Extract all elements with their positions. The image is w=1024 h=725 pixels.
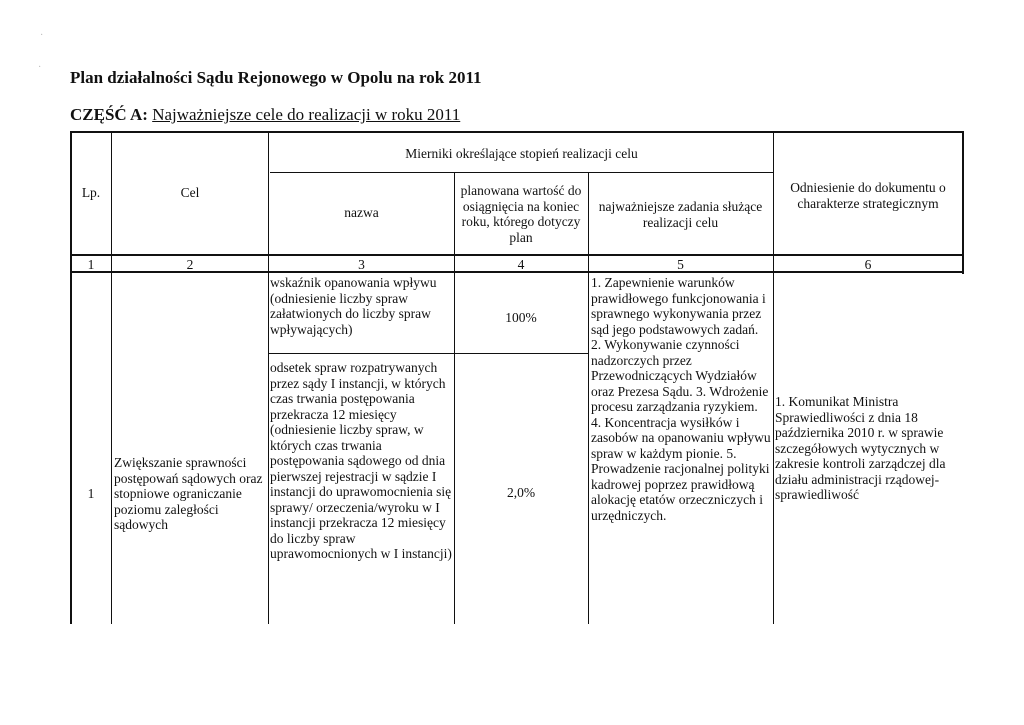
key-tasks-text: 1. Zapewnienie warunków prawidłowego funkcjonowania i sprawnego wykonywania przez sąd jego podstawowych zadań. 2. Wykonywanie czynności nadzorczych przez Przewodniczących Wydziałów oraz Prezesa Sądu. 3. Wdrożenie procesu zarządzania ryzykiem. 4. Koncentracja wysiłków i zasobów na opanowaniu wpływu spraw w każdym pionie. 5. Prowadzenie racjonalnej polityki kadrowej poprzez prawidłową alokację etatów orzeczniczych i urzędniczych. bbox=[591, 275, 771, 523]
table-right-border bbox=[962, 131, 964, 274]
column-number-2: 2 bbox=[186, 257, 194, 272]
section-heading bbox=[70, 105, 460, 125]
scan-dot: · bbox=[40, 30, 44, 41]
column-number-1: 1 bbox=[87, 257, 95, 272]
strategic-reference-text: 1. Komunikat Ministra Sprawiedliwości z dnia 18 października 2010 r. w sprawie szczegółowych wytycznych w zakresie kontroli zarządczej dla działu administracji rządowej- sprawiedliwość bbox=[775, 394, 946, 502]
column-number-4: 4 bbox=[517, 257, 525, 272]
section-label: CZĘŚĆ A: bbox=[70, 105, 148, 124]
header-bottom-border bbox=[70, 254, 963, 256]
table-top-border bbox=[70, 131, 963, 133]
section-text: Najważniejsze cele do realizacji w roku 2011 bbox=[152, 105, 461, 124]
group-header-bottom-border bbox=[270, 172, 773, 173]
column-divider-wartosc-zadania bbox=[588, 172, 589, 624]
column-divider-cel-nazwa bbox=[268, 131, 269, 624]
measure-name-2: odsetek spraw rozpatrywanych przez sądy I instancji, w których czas trwania postępowania przekracza 12 miesięcy (odniesienie liczby spraw, w których czas trwania postępowania sądowego od dnia pierwszej rejestracji w sądzie I instancji do uprawomocnienia się sprawy/ orzeczenia/wyroku w I instancji przekracza 12 miesięcy do liczby spraw uprawomocnionych w I instancji) bbox=[270, 360, 452, 561]
column-number-3: 3 bbox=[358, 257, 365, 272]
measure-value-2: 2,0% bbox=[506, 485, 536, 500]
row-lp: 1 bbox=[87, 486, 95, 501]
scan-dot: · bbox=[38, 62, 42, 73]
measure-name-1: wskaźnik opanowania wpływu (odniesienie liczby spraw załatwionych do liczby spraw wpływających) bbox=[270, 275, 437, 337]
header-najwazniejsze-zadania: najważniejsze zadania służące realizacji celu bbox=[598, 199, 763, 230]
header-odniesienie: Odniesienie do dokumentu o charakterze strategicznym bbox=[790, 180, 946, 211]
group-header-mierniki: Mierniki określające stopień realizacji celu bbox=[405, 146, 638, 161]
table-left-border bbox=[70, 131, 72, 624]
column-divider-zadania-odniesienie bbox=[773, 131, 774, 624]
header-planowana-wartosc: planowana wartość do osiągnięcia na koniec roku, którego dotyczy plan bbox=[460, 183, 582, 245]
goal-text: Zwiększanie sprawności postępowań sądowych oraz stopniowe ograniczanie poziomu zaległości sądowych bbox=[114, 455, 263, 532]
column-divider-lp-cel bbox=[111, 131, 112, 624]
header-lp: Lp. bbox=[81, 185, 101, 200]
column-number-5: 5 bbox=[677, 257, 684, 272]
header-cel: Cel bbox=[180, 185, 200, 200]
measure-value-1: 100% bbox=[505, 310, 537, 325]
measure-separator bbox=[268, 353, 588, 354]
header-nazwa: nazwa bbox=[344, 205, 379, 220]
column-number-6: 6 bbox=[864, 257, 872, 272]
document-title: Plan działalności Sądu Rejonowego w Opolu na rok 2011 bbox=[70, 68, 482, 87]
